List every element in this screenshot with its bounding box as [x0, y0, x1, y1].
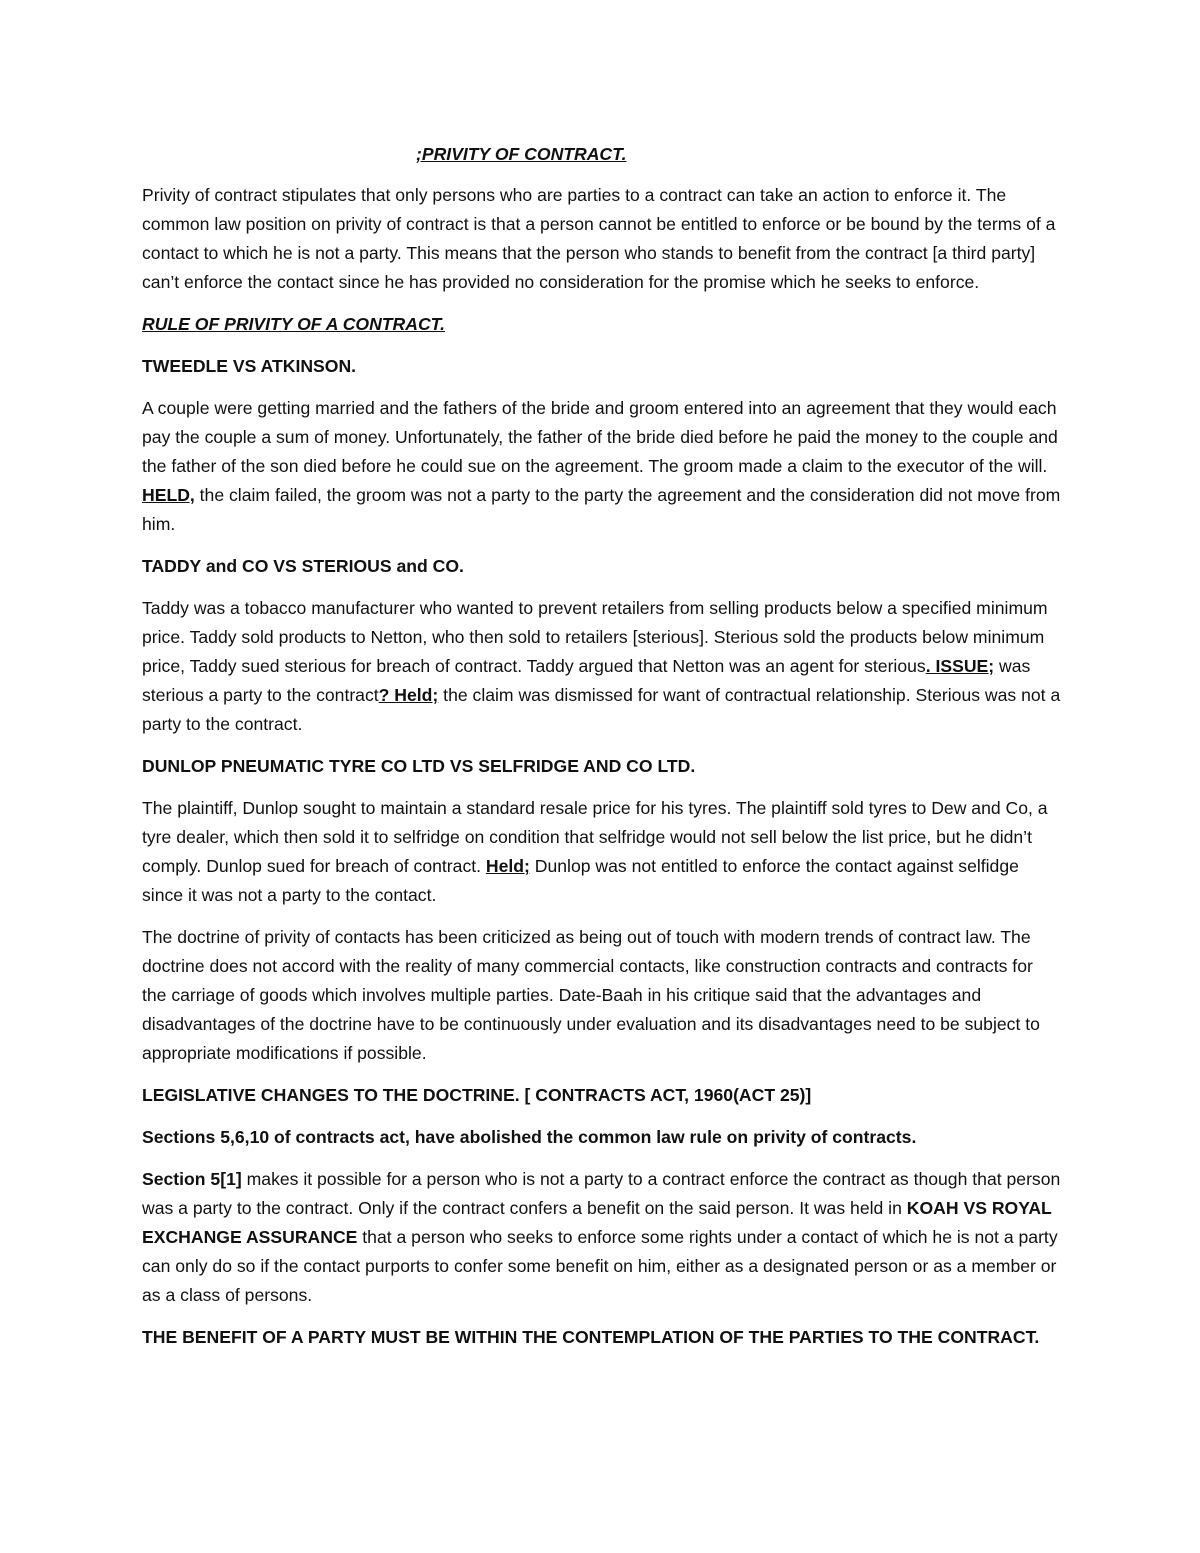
held-label: HELD, — [142, 485, 195, 505]
intro-paragraph: Privity of contract stipulates that only persons who are parties to a contract can take an action to enforce it. The common law position on privity of contract is that a person cannot be entitled to enforce or be bound by the terms of a contact to which he is not a party. This means that the person who stands to benefit from the contract [a third party] can’t enforce the contact since he has provided no consideration for the promise which he seeks to enforce. — [142, 185, 1056, 292]
case-paragraph-dunlop — [142, 794, 1062, 910]
case-text: the claim failed, the groom was not a party to the party the agreement and the consideration did not move from him. — [142, 485, 1061, 534]
case-name-koah: KOAH VS ROYAL EXCHANGE ASSURANCE — [142, 1198, 1052, 1247]
case-text: was sterious a party to the contract — [142, 656, 1031, 705]
case-text: The plaintiff, Dunlop sought to maintain a standard resale price for his tyres. The plaintiff sold tyres to Dew and Co, a tyre dealer, which then sold it to selfridge on condition that selfridge would not sell below the list price, but he didn’t comply. Dunlop sued for breach of contract. — [142, 798, 1048, 876]
section5-paragraph — [142, 1165, 1062, 1310]
case-text: Taddy was a tobacco manufacturer who wanted to prevent retailers from selling products below a specified minimum price. Taddy sold products to Netton, who then sold to retailers [sterious]. Sterious sold the products below minimum price, Taddy sued sterious for breach of contract. Taddy argued that Netton was an agent for sterious — [142, 598, 1048, 676]
document-page — [142, 140, 1062, 1365]
legislative-heading: LEGISLATIVE CHANGES TO THE DOCTRINE. [ CONTRACTS ACT, 1960(ACT 25)] — [142, 1085, 812, 1105]
case-text: A couple were getting married and the fathers of the bride and groom entered into an agreement that they would each pay the couple a sum of money. Unfortunately, the father of the bride died before he paid the money to the couple and the father of the son died before he could sue on the agreement. The groom made a claim to the executor of the will. — [142, 398, 1058, 476]
section5-text: that a person who seeks to enforce some rights under a contact of which he is not a party can only do so if the contact purports to confer some benefit on him, either as a designated person or as a member or as a class of persons. — [142, 1227, 1058, 1305]
held-label: ? Held; — [378, 685, 439, 705]
rule-heading-text: RULE OF PRIVITY OF A CONTRACT. — [142, 314, 446, 334]
held-label: Held; — [485, 856, 530, 876]
case-paragraph-taddy — [142, 594, 1062, 739]
issue-label: . ISSUE; — [925, 656, 995, 676]
case-heading-dunlop: DUNLOP PNEUMATIC TYRE CO LTD VS SELFRIDGE AND CO LTD. — [142, 756, 696, 776]
case-heading-tweedle: TWEEDLE VS ATKINSON. — [142, 356, 357, 376]
case-text: the claim was dismissed for want of contractual relationship. Sterious was not a party to the contract. — [142, 685, 1061, 734]
case-heading-taddy: TADDY and CO VS STERIOUS and CO. — [142, 556, 464, 576]
section5-text: makes it possible for a person who is not a party to a contract enforce the contract as though that person was a party to the contract. Only if the contract confers a benefit on the said person. It was held in — [142, 1169, 1061, 1218]
case-paragraph-tweedle — [142, 394, 1062, 539]
document-title: ;PRIVITY OF CONTRACT. — [416, 144, 627, 164]
rule-heading — [142, 310, 1062, 339]
section5-label: Section 5[1] — [142, 1169, 242, 1189]
critique-paragraph: The doctrine of privity of contacts has been criticized as being out of touch with modern trends of contract law. The doctrine does not accord with the reality of many commercial contacts, like construction contracts and contracts for the carriage of goods which involves multiple parties. Date-Baah in his critique said that the advantages and disadvantages of the doctrine have to be continuously under evaluation and its disadvantages need to be subject to appropriate modifications if possible. — [142, 927, 1040, 1063]
case-text: Dunlop was not entitled to enforce the contact against selfidge since it was not a party to the contact. — [142, 856, 1019, 905]
sections-statement: Sections 5,6,10 of contracts act, have abolished the common law rule on privity of contracts. — [142, 1127, 917, 1147]
final-heading: THE BENEFIT OF A PARTY MUST BE WITHIN THE CONTEMPLATION OF THE PARTIES TO THE CONTRACT. — [142, 1327, 1040, 1347]
